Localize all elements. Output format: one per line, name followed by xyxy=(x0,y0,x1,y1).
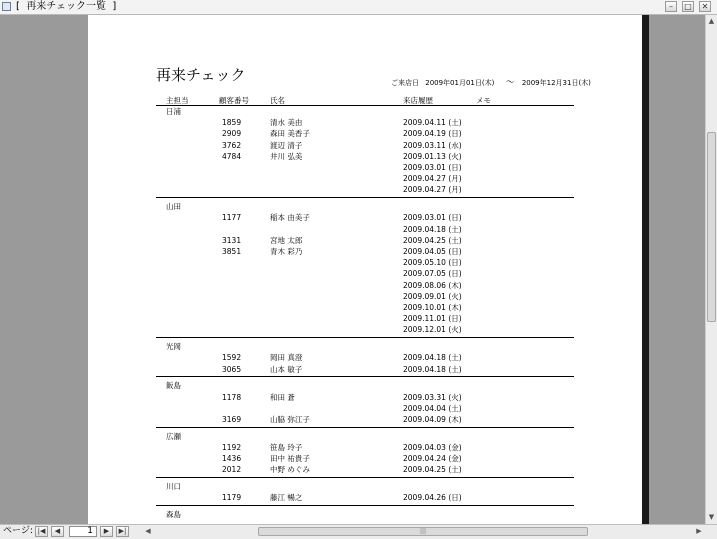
customer-name: 山脇 弥江子 xyxy=(270,415,310,424)
header-memo: メモ xyxy=(476,96,491,105)
date-range xyxy=(391,75,595,88)
customer-no: 4784 xyxy=(222,151,242,161)
group-staff: 川口 xyxy=(166,482,181,492)
page-edge xyxy=(642,15,649,524)
visit-date: 2009.03.11 (水) xyxy=(403,140,462,150)
scroll-up-icon[interactable]: ▲ xyxy=(708,17,715,25)
visit-date: 2009.04.24 (金) xyxy=(403,454,462,464)
header-customer-no: 顧客番号 xyxy=(219,96,249,105)
date-tilde: 〜 xyxy=(505,78,515,88)
visit-date: 2009.08.06 (木) xyxy=(403,280,462,290)
customer-no: 1592 xyxy=(222,353,242,363)
customer-no: 2012 xyxy=(222,465,242,475)
prev-page-icon[interactable]: ◀ xyxy=(51,526,64,537)
horizontal-scroll-thumb[interactable]: ||| xyxy=(258,527,588,536)
customer-no: 2909 xyxy=(222,129,242,139)
customer-no: 1436 xyxy=(222,454,242,464)
customer-no: 3131 xyxy=(222,235,242,245)
date-from: 2009年01月01日(木) xyxy=(425,79,495,87)
customer-name: 藤江 暢之 xyxy=(270,493,303,503)
customer-name: 岡田 真澄 xyxy=(270,353,303,363)
window-title: [ 再来チェック一覧 ] xyxy=(16,1,117,12)
customer-name: 井川 弘美 xyxy=(270,151,303,161)
customer-no: 1177 xyxy=(222,213,242,223)
horizontal-scrollbar[interactable] xyxy=(143,526,706,537)
visit-date: 2009.03.01 (日) xyxy=(403,163,462,172)
visit-date: 2009.04.04 (土) xyxy=(403,403,462,413)
visit-date: 2009.03.31 (火) xyxy=(403,392,462,402)
customer-name: 山本 敏子 xyxy=(270,364,303,374)
customer-no: 1179 xyxy=(222,493,242,503)
customer-name: 森田 美香子 xyxy=(270,129,310,139)
customer-name: 田中 祐貴子 xyxy=(270,454,310,464)
customer-name: 和田 蒼 xyxy=(270,392,295,402)
group-divider xyxy=(156,337,574,338)
visit-date: 2009.04.27 (月) xyxy=(403,185,462,195)
header-name: 氏名 xyxy=(270,96,285,105)
group-staff: 日浦 xyxy=(166,107,181,116)
visit-date: 2009.04.09 (木) xyxy=(403,415,462,424)
customer-no: 1178 xyxy=(222,392,242,402)
customer-name: 清水 美由 xyxy=(270,118,303,128)
report-title: 再来チェック xyxy=(156,66,246,84)
customer-no: 3169 xyxy=(222,415,242,424)
customer-name: 笹島 玲子 xyxy=(270,443,303,452)
visit-date: 2009.05.10 (日) xyxy=(403,258,462,268)
customer-no: 1192 xyxy=(222,443,242,452)
app-icon xyxy=(2,2,11,11)
page-number-input[interactable]: 1 xyxy=(69,526,97,537)
customer-no: 3762 xyxy=(222,140,242,150)
group-divider xyxy=(156,197,574,198)
visit-date: 2009.10.01 (木) xyxy=(403,303,462,312)
group-divider xyxy=(156,427,574,428)
customer-name: 渡辺 清子 xyxy=(270,140,303,150)
next-page-icon[interactable]: ▶ xyxy=(100,526,113,537)
vertical-scrollbar[interactable] xyxy=(705,15,717,524)
visit-date: 2009.04.27 (月) xyxy=(403,174,462,184)
visit-date: 2009.04.03 (金) xyxy=(403,443,462,452)
visit-date: 2009.04.11 (土) xyxy=(403,118,462,128)
date-range-label: ご来店日 xyxy=(391,79,419,87)
title-bar xyxy=(0,0,717,15)
customer-name: 中野 めぐみ xyxy=(270,465,310,475)
group-staff: 飯島 xyxy=(166,381,181,391)
minimize-button[interactable]: – xyxy=(665,1,677,12)
group-staff: 山田 xyxy=(166,202,181,212)
visit-date: 2009.04.19 (日) xyxy=(403,129,462,139)
customer-name: 宮地 太郎 xyxy=(270,235,303,245)
visit-date: 2009.03.01 (日) xyxy=(403,213,462,223)
first-page-icon[interactable]: |◀ xyxy=(35,526,48,537)
visit-date: 2009.04.18 (土) xyxy=(403,224,462,234)
group-staff: 森島 xyxy=(166,510,181,520)
visit-date: 2009.04.18 (土) xyxy=(403,353,462,363)
visit-date: 2009.04.25 (土) xyxy=(403,465,462,475)
customer-name: 青木 彩乃 xyxy=(270,247,303,256)
report-page xyxy=(88,15,642,524)
group-divider xyxy=(156,505,574,506)
last-page-icon[interactable]: ▶| xyxy=(116,526,129,537)
scroll-right-icon[interactable]: ▶ xyxy=(696,527,702,535)
customer-name: 稲本 由美子 xyxy=(270,213,310,223)
header-visits: 来店履歴 xyxy=(403,96,433,105)
date-to: 2009年12月31日(木) xyxy=(521,79,591,87)
visit-date: 2009.12.01 (火) xyxy=(403,325,462,335)
preview-viewport xyxy=(0,15,705,524)
group-staff: 光岡 xyxy=(166,342,181,352)
vertical-scroll-thumb[interactable] xyxy=(707,132,716,322)
visit-date: 2009.11.01 (日) xyxy=(403,314,462,324)
close-button[interactable]: ✕ xyxy=(699,1,711,12)
group-divider xyxy=(156,477,574,478)
visit-date: 2009.09.01 (火) xyxy=(403,291,462,301)
visit-date: 2009.04.26 (日) xyxy=(403,493,462,503)
scroll-left-icon[interactable]: ◀ xyxy=(145,527,151,535)
customer-no: 3851 xyxy=(222,247,242,256)
header-staff: 主担当 xyxy=(166,96,189,105)
visit-date: 2009.04.05 (日) xyxy=(403,247,462,256)
scroll-down-icon[interactable]: ▼ xyxy=(708,513,715,521)
visit-date: 2009.04.25 (土) xyxy=(403,235,462,245)
visit-date: 2009.01.13 (火) xyxy=(403,151,462,161)
visit-date: 2009.04.18 (土) xyxy=(403,364,462,374)
group-divider xyxy=(156,376,574,377)
page-nav-bar xyxy=(0,524,717,539)
customer-no: 3065 xyxy=(222,364,242,374)
group-staff: 広瀬 xyxy=(166,431,181,441)
page-label: ページ: xyxy=(3,526,33,536)
visit-date: 2009.07.05 (日) xyxy=(403,269,462,279)
customer-no: 1859 xyxy=(222,118,242,128)
header-rule xyxy=(156,105,574,106)
maximize-button[interactable]: □ xyxy=(682,1,694,12)
